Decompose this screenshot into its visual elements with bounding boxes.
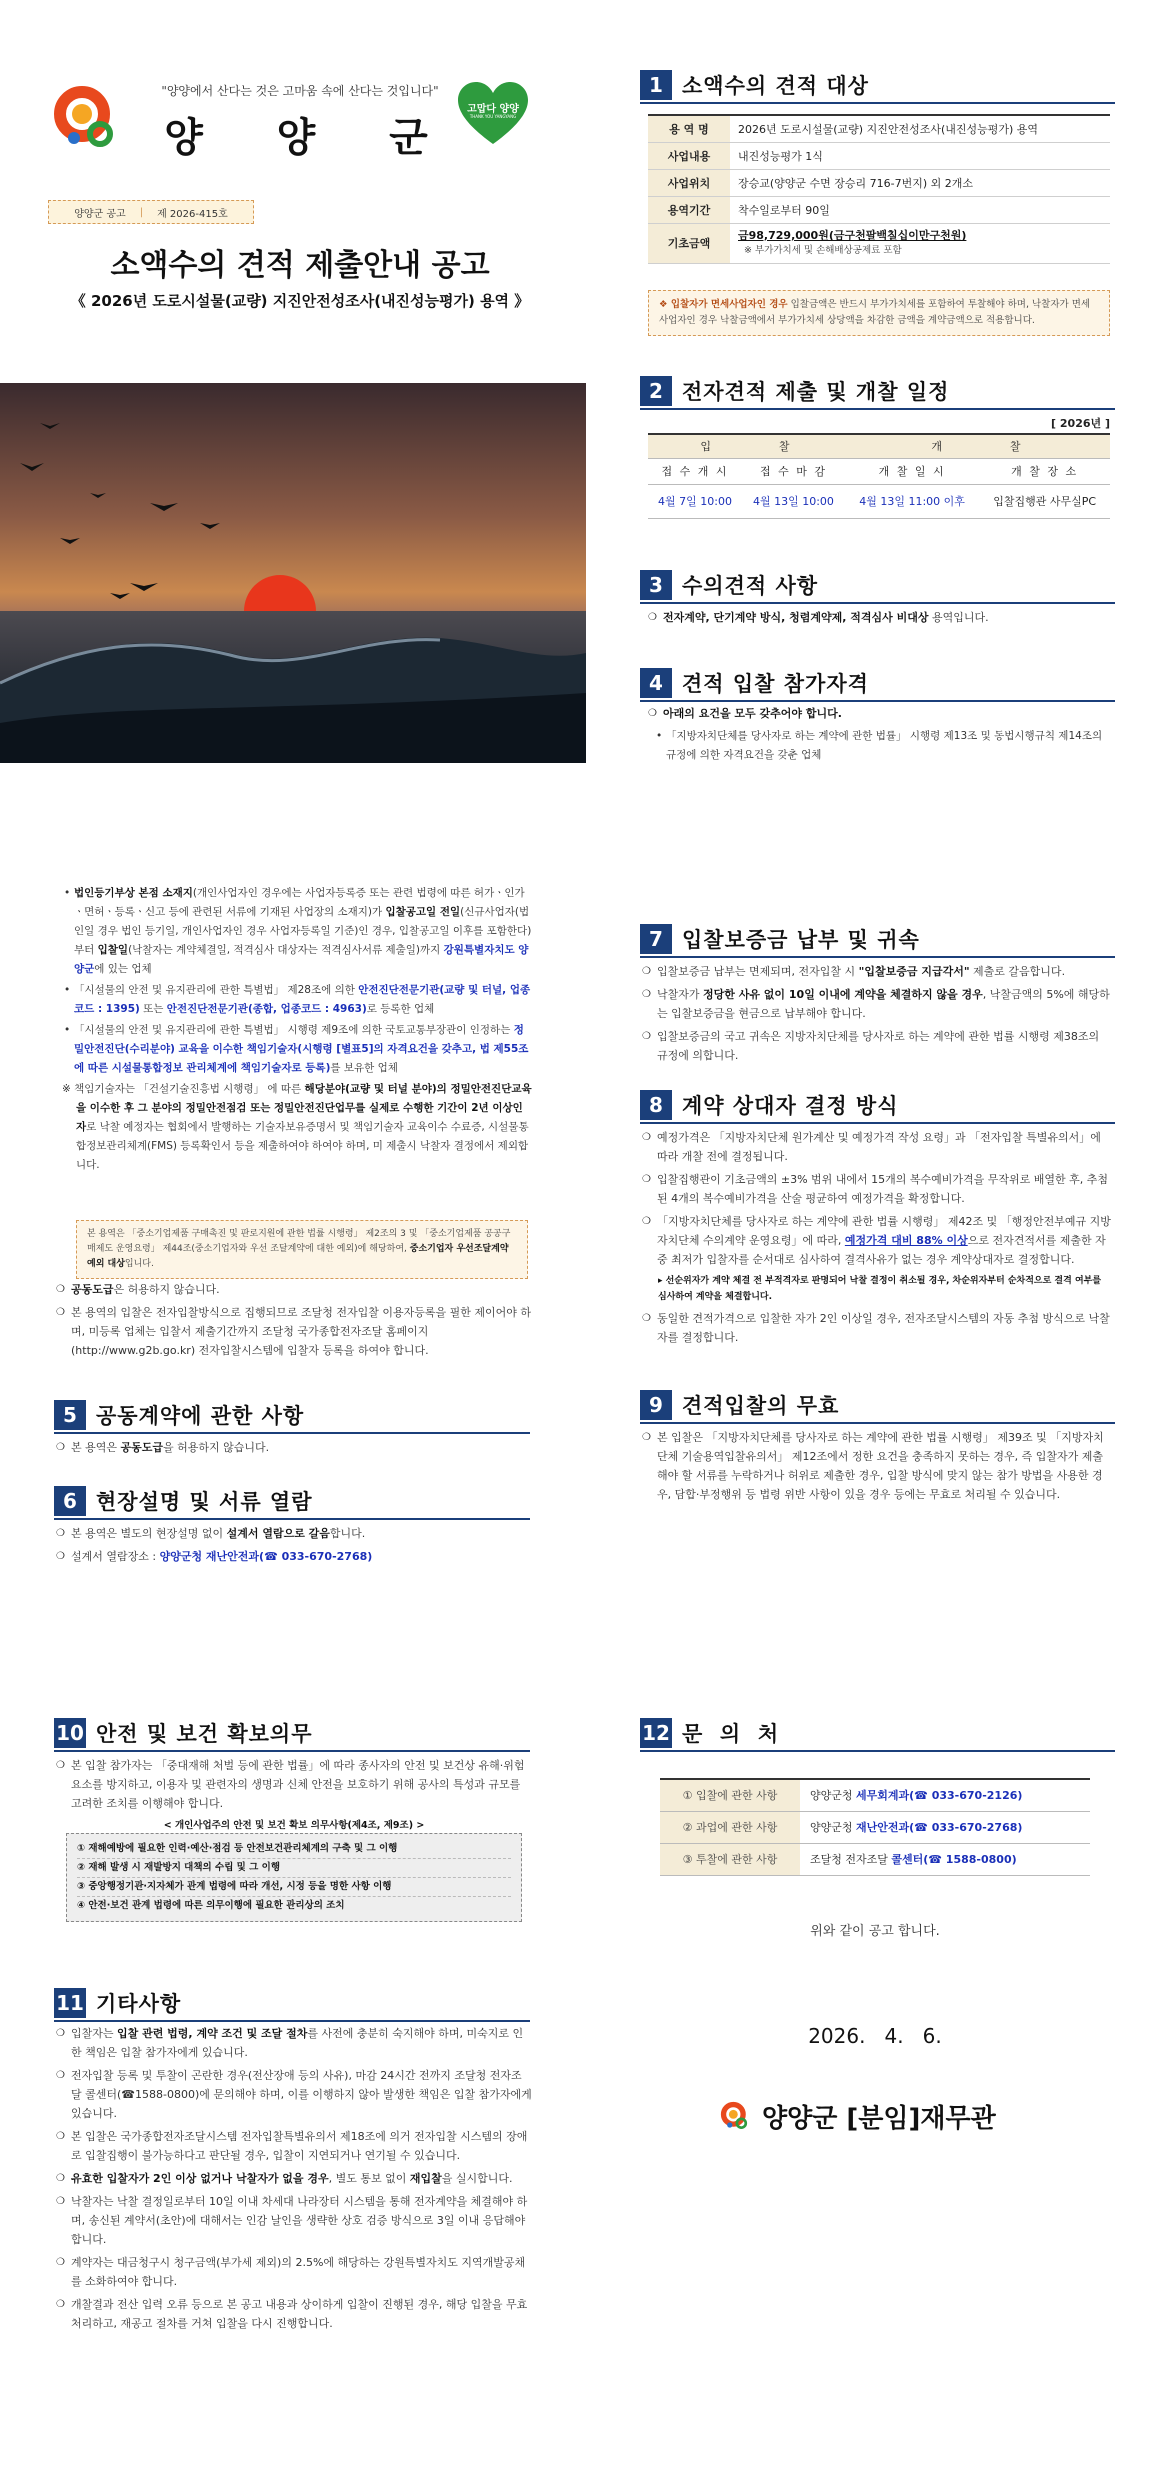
section-5-title: 공동계약에 관한 사항	[96, 1404, 305, 1428]
slogan: "양양에서 산다는 것은 고마움 속에 산다는 것입니다"	[161, 84, 439, 98]
misc-bullet-3: ❍ 본 입찰은 국가종합전자조달시스템 전자입찰특별유의서 제18조에 의거 전자입찰 시스템의 장애로 입찰집행이 불가능하다고 판단될 경우, 입찰이 지연되거나 연기될 수 있습니다.	[56, 2127, 532, 2165]
invalid-bid-bullet: ❍ 본 입찰은 「지방자치단체를 당사자로 하는 계약에 관한 법률 시행령」 제39조 및 「지방자치단체 기술용역입찰유의서」 제12조에서 정한 요건을 충족하지 못하는 경우, 즉 입찰자가 제출해야 할 서류를 누락하거나 허위로 제출한 경우, 입찰 방식에 맞지 않는 참가 방법을 사용한 경우, 담합·부정행위 등 법령 위반 사항이 있을 경우 등에는 무효로 처리될 수 있습니다.	[642, 1428, 1112, 1504]
section-2-underline	[640, 408, 1115, 410]
contact-table	[660, 1778, 1090, 1876]
section-6-header	[54, 1484, 313, 1518]
contact-topic: ① 입찰에 관한 사항	[660, 1779, 800, 1811]
safety-duty-box-title: < 개인사업주의 안전 및 보건 확보 의무사항(제4조, 제9조) >	[163, 1820, 425, 1831]
open-end: 4월 13일 10:00	[742, 484, 845, 518]
section-10-number: 10	[54, 1718, 86, 1748]
section-7-title: 입찰보증금 납부 및 귀속	[682, 928, 920, 952]
e-bidding-bullet: ❍ 본 용역의 입찰은 전자입찰방식으로 집행되므로 조달청 전자입찰 이용자등록을 필한 제이어야 하며, 미등록 업체는 입찰서 제출기간까지 조달청 국가종합전자조달 홈페이지(http://www.g2b.go.kr) 전자입찰시스템에 입찰자 등록을 하여야 합니다.	[56, 1303, 532, 1360]
schedule-group-row	[648, 434, 1110, 458]
section-2-number: 2	[640, 376, 672, 406]
award-bullet-2: ❍ 입찰집행관이 기초금액의 ±3% 범위 내에서 15개의 복수예비가격을 무작위로 배열한 후, 추첨된 4개의 복수예비가격을 산술 평균하여 예정가격을 확정합니다.	[642, 1170, 1112, 1208]
qualification-lead: ❍ 아래의 요건을 모두 갖추어야 합니다.	[648, 704, 1110, 723]
open-start: 4월 7일 10:00	[648, 484, 742, 518]
table-row	[648, 223, 1110, 263]
misc-bullet-7: ❍ 개찰결과 전산 입력 오류 등으로 본 공고 내용과 상이하게 입찰이 진행된 경우, 해당 입찰을 무효처리하고, 재공고 절차를 거쳐 입찰을 다시 진행합니다.	[56, 2295, 532, 2333]
badge-line1: 고맙다 양양	[467, 104, 519, 115]
contact-topic: ② 과업에 관한 사항	[660, 1811, 800, 1843]
notice-divider: |	[139, 206, 144, 218]
section-4-body	[648, 704, 1110, 767]
section-3-number: 3	[640, 570, 672, 600]
section-3-body	[648, 608, 1110, 631]
section-7-header	[640, 922, 920, 956]
section-10-header	[54, 1716, 313, 1750]
row-value: 내진성능평가 1식	[730, 142, 1110, 169]
safety-duty-bullet: ❍ 본 입찰 참가자는 「중대재해 처벌 등에 관한 법률」에 따라 종사자의 안전 및 보건상 유해·위험 요소를 방지하고, 이용자 및 관련자의 생명과 신체 안전을 보호하기 위해 공사의 특성과 규모를 고려한 조치를 이행해야 합니다.	[56, 1756, 532, 1813]
signature-block	[720, 2098, 996, 2135]
col-head: 개 찰 장 소	[979, 458, 1110, 484]
county-logo-icon	[52, 84, 124, 156]
deposit-bullet-1: ❍ 입찰보증금 납부는 면제되며, 전자입찰 시 "입찰보증금 지급각서" 제출로 갈음합니다.	[642, 962, 1112, 981]
section-8-number: 8	[640, 1090, 672, 1120]
table-row	[648, 196, 1110, 223]
base-amount: 금98,729,000원(금구천팔백칠십이만구천원)	[738, 229, 967, 242]
sunrise-seascape-photo	[0, 383, 586, 763]
notice-date: 2026. 4. 6.	[808, 2024, 942, 2048]
tax-exempt-note-text: 입찰금액은 반드시 부가가치세를 포함하여 투찰해야 하며, 낙찰자가 면세사업자인 경우 낙찰금액에서 부가가치세 상당액을 차감한 금액을 계약금액으로 적용합니다.	[659, 299, 1091, 326]
section-4-continued	[62, 884, 532, 1175]
joint-contract-bullet: ❍ 공동도급은 허용하지 않습니다.	[56, 1280, 532, 1299]
misc-bullet-6: ❍ 계약자는 대금청구시 청구금액(부가세 제외)의 2.5%에 해당하는 강원특별자치도 지역개발공채를 소화하여야 합니다.	[56, 2253, 532, 2291]
row-key: 용 역 명	[648, 115, 730, 142]
table-row	[648, 142, 1110, 169]
misc-bullet-5: ❍ 낙찰자는 낙찰 결정일로부터 10일 이내 차세대 나라장터 시스템을 통해 전자계약을 체결해야 하며, 송신된 계약서(초안)에 대해서는 인감 날인을 생략한 상호 검증 방식으로 3일 이내 응답해야 합니다.	[56, 2192, 532, 2249]
row-key: 사업위치	[648, 169, 730, 196]
misc-bullet-1: ❍ 입찰자는 입찰 관련 법령, 계약 조건 및 조달 절차를 사전에 충분히 숙지해야 하며, 미숙지로 인한 책임은 입찰 참가자에게 있습니다.	[56, 2024, 532, 2062]
schedule-value-row	[648, 484, 1110, 518]
section-3-title: 수의견적 사항	[682, 574, 819, 598]
row-key: 용역기간	[648, 196, 730, 223]
section-9-number: 9	[640, 1390, 672, 1420]
safety-duty-item: ③ 중앙행정기관·지자체가 관계 법령에 따라 개선, 시정 등을 명한 사항 이행	[77, 1878, 511, 1897]
section-9-underline	[640, 1422, 1115, 1424]
section-5-header	[54, 1398, 304, 1432]
opening-time: 4월 13일 11:00 이후	[845, 484, 979, 518]
thank-you-badge	[458, 82, 528, 146]
notice-number: 제 2026-415호	[157, 208, 228, 220]
joint-contract-note: ❍ 본 용역은 공동도급을 허용하지 않습니다.	[56, 1438, 532, 1457]
col-head: 개 찰 일 시	[845, 458, 979, 484]
section-1-title: 소액수의 견적 대상	[682, 74, 869, 98]
section-4-header	[640, 666, 869, 700]
section-1-number: 1	[640, 70, 672, 100]
table-row	[648, 115, 1110, 142]
award-sub-note: ▸ 선순위자가 계약 체결 전 부적격자로 판명되어 낙찰 결정이 취소될 경우, 차순위자부터 순차적으로 결격 여부를 심사하여 계약을 체결합니다.	[658, 1276, 1102, 1302]
row-value: 착수일로부터 90일	[730, 196, 1110, 223]
document-place-bullet: ❍ 설계서 열람장소 : 양양군청 재난안전과(☎ 033-670-2768)	[56, 1547, 532, 1566]
section-9-body	[642, 1428, 1112, 1508]
section-8-underline	[640, 1122, 1115, 1124]
sme-exception-note: 본 용역은 「중소기업제품 구매촉진 및 판로지원에 관한 법률 시행령」 제2조의 3 및 「중소기업제품 공공구매제도 운영요령」 제44조(중소기업자와 우선 조달계약에 대한 예외)에 해당하여, 중소기업자 우선조달계약 예외 대상입니다.	[76, 1220, 528, 1279]
group-bid: 입 찰	[648, 434, 845, 458]
deposit-bullet-3: ❍ 입찰보증금의 국고 귀속은 지방자치단체를 당사자로 하는 계약에 관한 법률 시행령 제38조의 규정에 의합니다.	[642, 1027, 1112, 1065]
section-9-title: 견적입찰의 무효	[682, 1394, 840, 1418]
section-3-bullet: ❍ 전자계약, 단기계약 방식, 청렴계약제, 적격심사 비대상 용역입니다.	[648, 608, 1110, 627]
tax-exempt-note	[648, 290, 1110, 336]
site-explanation-bullet: ❍ 본 용역은 별도의 현장설명 없이 설계서 열람으로 갈음합니다.	[56, 1524, 532, 1543]
section-6-underline	[54, 1518, 530, 1520]
section-11-number: 11	[54, 1988, 86, 2018]
engineer-reference: ※ 책임기술자는 「건설기술진흥법 시행령」 에 따른 해당분야(교량 및 터널 분야)의 정밀안전진단교육을 이수한 후 그 분야의 정밀안전점검 또는 정밀안전진단업무를 실제로 수행한 기간이 2년 이상인 자로 낙찰 예정자는 협회에서 발행하는 기술자보유증명서 및 책임기술자 교육이수 수료증, 시설물통합정보관리체계(FMS) 등록확인서 등을 제출하여야 하여야 하며, 미 제출시 낙찰자 결정에서 제외합니다.	[62, 1083, 532, 1171]
qualification-registration: • 「시설물의 안전 및 유지관리에 관한 특별법」 제28조에 의한 안전진단전문기관(교량 및 터널, 업종코드 : 1395) 또는 안전진단전문기관(종합, 업종코드 : 4963)로 등록한 업체	[62, 981, 532, 1019]
closing-sentence: 위와 같이 공고 합니다.	[810, 1924, 940, 1939]
row-key: 기초금액	[648, 223, 730, 263]
award-bullet-3: ❍ 「지방자치단체를 당사자로 하는 계약에 관한 법률 시행령」 제42조 및 「행정안전부예규 지방자치단체 수의계약 운영요령」에 따라, 예정가격 대비 88% 이상으로 전자견적서를 제출한 자 중 최저가 입찰자를 순서대로 심사하여 결격사유가 없는 경우 계약상대자로 결정합니다.	[642, 1212, 1112, 1269]
county-name: 양 양 군	[164, 114, 436, 161]
section-7-body	[642, 962, 1112, 1069]
safety-duty-box	[66, 1833, 522, 1922]
table-row	[648, 169, 1110, 196]
section-12-number: 12	[640, 1718, 672, 1748]
contact-value: 조달청 전자조달 콜센터(☎ 1588-0800)	[800, 1843, 1090, 1875]
section-4-closing	[56, 1280, 532, 1364]
section-11-title: 기타사항	[96, 1992, 182, 2016]
section-4-number: 4	[640, 668, 672, 698]
signature-text: 양양군 [분임]재무관	[762, 2104, 996, 2134]
page-subtitle: 《 2026년 도로시설물(교량) 지진안전성조사(내진성능평가) 용역 》	[70, 292, 530, 310]
row-value: 2026년 도로시설물(교량) 지진안전성조사(내진성능평가) 용역	[730, 115, 1110, 142]
section-9-header	[640, 1388, 839, 1422]
col-head: 접 수 개 시	[648, 458, 742, 484]
section-11-body	[56, 2024, 532, 2337]
section-3-underline	[640, 602, 1115, 604]
contact-topic: ③ 투찰에 관한 사항	[660, 1843, 800, 1875]
section-12-title: 문 의 처	[682, 1722, 780, 1746]
schedule-table	[648, 433, 1110, 519]
section-8-body	[642, 1128, 1112, 1351]
section-1-underline	[640, 102, 1115, 104]
schedule-year: [ 2026년 ]	[1051, 417, 1110, 430]
section-2-title: 전자견적 제출 및 개찰 일정	[682, 380, 950, 404]
contact-row	[660, 1779, 1090, 1811]
section-7-number: 7	[640, 924, 672, 954]
row-value: 장승교(양양군 수면 장승리 716-7번지) 외 2개소	[730, 169, 1110, 196]
row-key: 사업내용	[648, 142, 730, 169]
qualification-engineer: • 「시설물의 안전 및 유지관리에 관한 특별법」 시행령 제9조에 의한 국토교통부장관이 인정하는 정밀안전진단(수리분야) 교육을 이수한 책임기술자(시행령 [별표5]의 자격요건을 갖추고, 법 제55조에 따른 시설물통합정보 관리체계에 책임기술자로 등록)를 보유한 업체	[62, 1021, 532, 1078]
notice-label: 양양군 공고	[74, 208, 126, 220]
page-title: 소액수의 견적 제출안내 공고	[110, 248, 490, 283]
schedule-head-row	[648, 458, 1110, 484]
section-10-underline	[54, 1750, 530, 1752]
col-head: 접 수 마 감	[742, 458, 845, 484]
award-bullet-1: ❍ 예정가격은 「지방자치단체 원가계산 및 예정가격 작성 요령」과 「전자입찰 특별유의서」에 따라 개찰 전에 결정됩니다.	[642, 1128, 1112, 1166]
misc-bullet-4: ❍ 유효한 입찰자가 2인 이상 없거나 낙찰자가 없을 경우, 별도 통보 없이 재입찰을 실시합니다.	[56, 2169, 532, 2188]
section-10-body	[56, 1756, 532, 1922]
section-10-title: 안전 및 보건 확보의무	[96, 1722, 313, 1746]
notice-number-box	[48, 200, 254, 224]
section-5-body	[56, 1438, 532, 1461]
safety-duty-item: ② 재해 발생 시 재발방지 대책의 수립 및 그 이행	[77, 1859, 511, 1878]
badge-line2: THANK YOU YANGYANG	[469, 114, 517, 119]
section-12-underline	[640, 1750, 1115, 1752]
row-value	[730, 223, 1110, 263]
section-11-header	[54, 1986, 181, 2020]
tax-exempt-note-head: ❖ 입찰자가 면세사업자인 경우	[659, 299, 788, 310]
section-1-header	[640, 68, 869, 102]
contact-row	[660, 1843, 1090, 1875]
misc-bullet-2: ❍ 전자입찰 등록 및 투찰이 곤란한 경우(전산장애 등의 사유), 마감 24시간 전까지 조달청 전자조달 콜센터(☎1588-0800)에 문의해야 하며, 이를 이행하지 않아 발생한 책임은 입찰 참가자에게 있습니다.	[56, 2066, 532, 2123]
deposit-bullet-2: ❍ 낙찰자가 정당한 사유 없이 10일 이내에 계약을 체결하지 않을 경우, 낙찰금액의 5%에 해당하는 입찰보증금을 현금으로 납부해야 합니다.	[642, 985, 1112, 1023]
county-logo-small-icon	[720, 2101, 752, 2133]
group-open: 개 찰	[845, 434, 1110, 458]
section-6-number: 6	[54, 1486, 86, 1516]
section-8-title: 계약 상대자 결정 방식	[682, 1094, 899, 1118]
award-bullet-4: ❍ 동일한 견적가격으로 입찰한 자가 2인 이상일 경우, 전자조달시스템의 자동 추첨 방식으로 낙찰자를 결정합니다.	[642, 1309, 1112, 1347]
base-amount-note: ※ 부가가치세 및 손해배상공제료 포함	[744, 245, 902, 256]
safety-duty-item: ④ 안전·보건 관계 법령에 따른 의무이행에 필요한 관리상의 조치	[77, 1900, 345, 1911]
section-3-header	[640, 568, 818, 602]
section-8-header	[640, 1088, 899, 1122]
opening-place: 입찰집행관 사무실PC	[979, 484, 1110, 518]
contact-row	[660, 1811, 1090, 1843]
section-5-number: 5	[54, 1400, 86, 1430]
target-table	[648, 114, 1110, 264]
section-4-underline	[640, 700, 1115, 702]
section-5-underline	[54, 1432, 530, 1434]
section-6-body	[56, 1524, 532, 1570]
section-6-title: 현장설명 및 서류 열람	[96, 1490, 313, 1514]
section-11-underline	[54, 2020, 530, 2022]
qualification-location: • 법인등기부상 본점 소재지(개인사업자인 경우에는 사업자등록증 또는 관련 법령에 따른 허가ㆍ인가ㆍ면허ㆍ등록ㆍ신고 등에 관련된 서류에 기재된 사업장의 소재지)가 입찰공고일 전일(신규사업자(법인일 경우 법인 등기일, 개인사업자인 경우 사업자등록일 기준)인 경우, 입찰공고일 이후를 포함한다)부터 입찰일(낙찰자는 계약체결일, 적격심사 대상자는 적격심사서류 제출일)까지 강원특별자치도 양양군에 있는 업체	[62, 884, 532, 979]
qualification-item: • 「지방자치단체를 당사자로 하는 계약에 관한 법률」 시행령 제13조 및 동법시행규칙 제14조의 규정에 의한 자격요건을 갖춘 업체	[654, 727, 1110, 765]
safety-duty-item: ① 재해예방에 필요한 인력·예산·점검 등 안전보건관리체계의 구축 및 그 이행	[77, 1840, 511, 1859]
section-7-underline	[640, 956, 1115, 958]
contact-value: 양양군청 세무회계과(☎ 033-670-2126)	[800, 1779, 1090, 1811]
section-4-title: 견적 입찰 참가자격	[682, 672, 869, 696]
section-12-header	[640, 1716, 779, 1750]
section-2-header	[640, 374, 949, 408]
contact-value: 양양군청 재난안전과(☎ 033-670-2768)	[800, 1811, 1090, 1843]
